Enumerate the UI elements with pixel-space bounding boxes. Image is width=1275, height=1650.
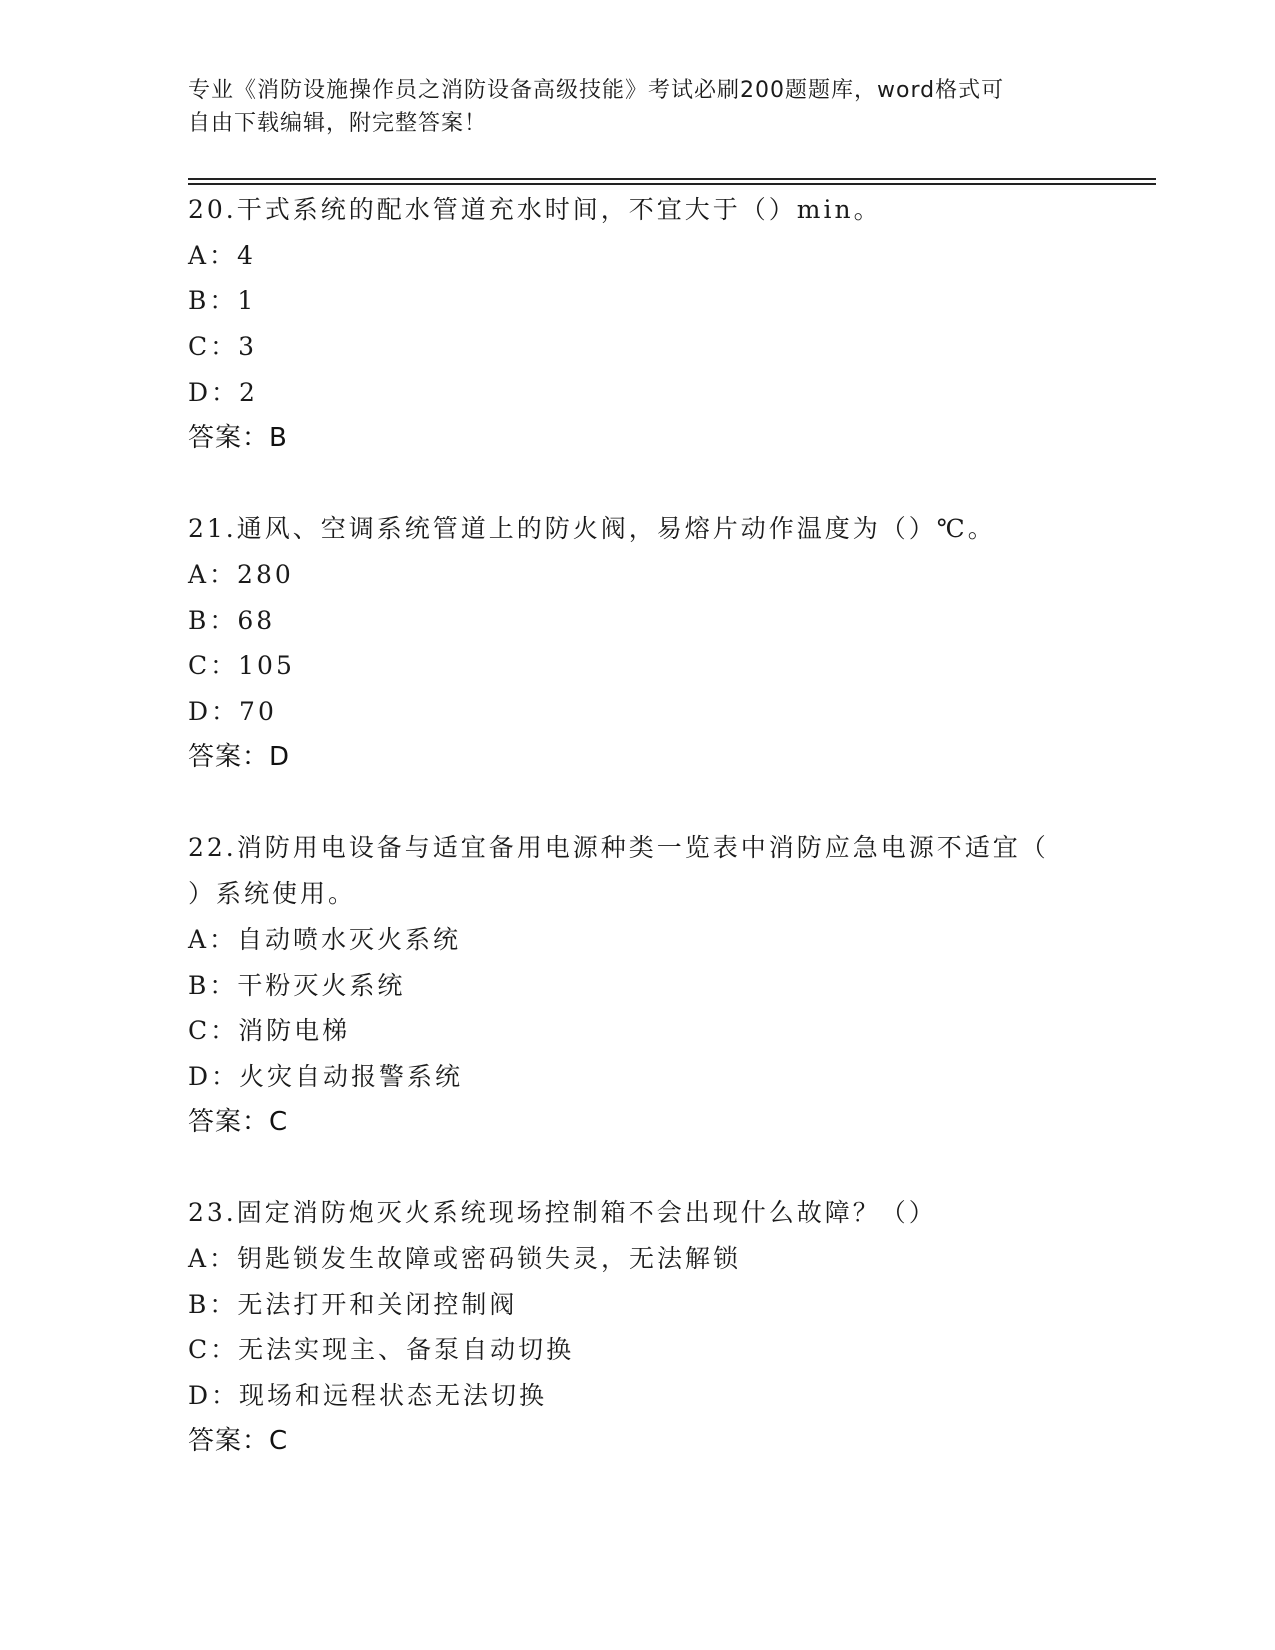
question-20 [188, 187, 1148, 461]
option-d: D：现场和远程状态无法切换 [188, 1381, 548, 1411]
option-b: B：68 [188, 605, 276, 635]
option-b: B：1 [188, 286, 257, 316]
question-21 [188, 506, 1148, 780]
header-divider-top [188, 178, 1156, 180]
option-c: C：消防电梯 [188, 1016, 351, 1046]
answer-label: 答案：D [188, 741, 291, 772]
option-c: C：无法实现主、备泵自动切换 [188, 1335, 575, 1365]
question-stem: 21.通风、空调系统管道上的防火阀，易熔片动作温度为（）℃。 [188, 514, 996, 544]
answer-label: 答案：C [188, 1106, 289, 1137]
option-d: D：2 [188, 377, 258, 407]
option-b: B：无法打开和关闭控制阀 [188, 1289, 518, 1319]
question-stem: 22.消防用电设备与适宜备用电源种类一览表中消防应急电源不适宜（ [188, 833, 1049, 863]
question-23 [188, 1190, 1148, 1464]
question-stem-continued: ）系统使用。 [188, 879, 357, 909]
option-a: A：自动喷水灭火系统 [188, 924, 462, 954]
question-22 [188, 825, 1148, 1145]
option-b: B：干粉灭火系统 [188, 970, 406, 1000]
option-d: D：70 [188, 697, 277, 727]
document-header [188, 74, 1088, 140]
option-a: A：钥匙锁发生故障或密码锁失灵，无法解锁 [188, 1244, 742, 1274]
question-stem: 23.固定消防炮灭火系统现场控制箱不会出现什么故障？（） [188, 1198, 937, 1228]
option-c: C：105 [188, 651, 295, 681]
question-stem: 20.干式系统的配水管道充水时间，不宜大于（）min。 [188, 195, 882, 224]
option-d: D：火灾自动报警系统 [188, 1061, 464, 1091]
option-a: A：4 [188, 240, 256, 270]
header-line-2: 自由下载编辑，附完整答案！ [188, 111, 488, 136]
answer-label: 答案：C [188, 1425, 289, 1456]
answer-label: 答案：B [188, 422, 288, 453]
option-a: A：280 [188, 559, 294, 589]
option-c: C：3 [188, 332, 258, 362]
header-divider-bottom [188, 183, 1156, 185]
question-list [188, 187, 1148, 1510]
header-line-1: 专业《消防设施操作员之消防设备高级技能》考试必刷200题题库，word格式可 [188, 78, 1005, 103]
